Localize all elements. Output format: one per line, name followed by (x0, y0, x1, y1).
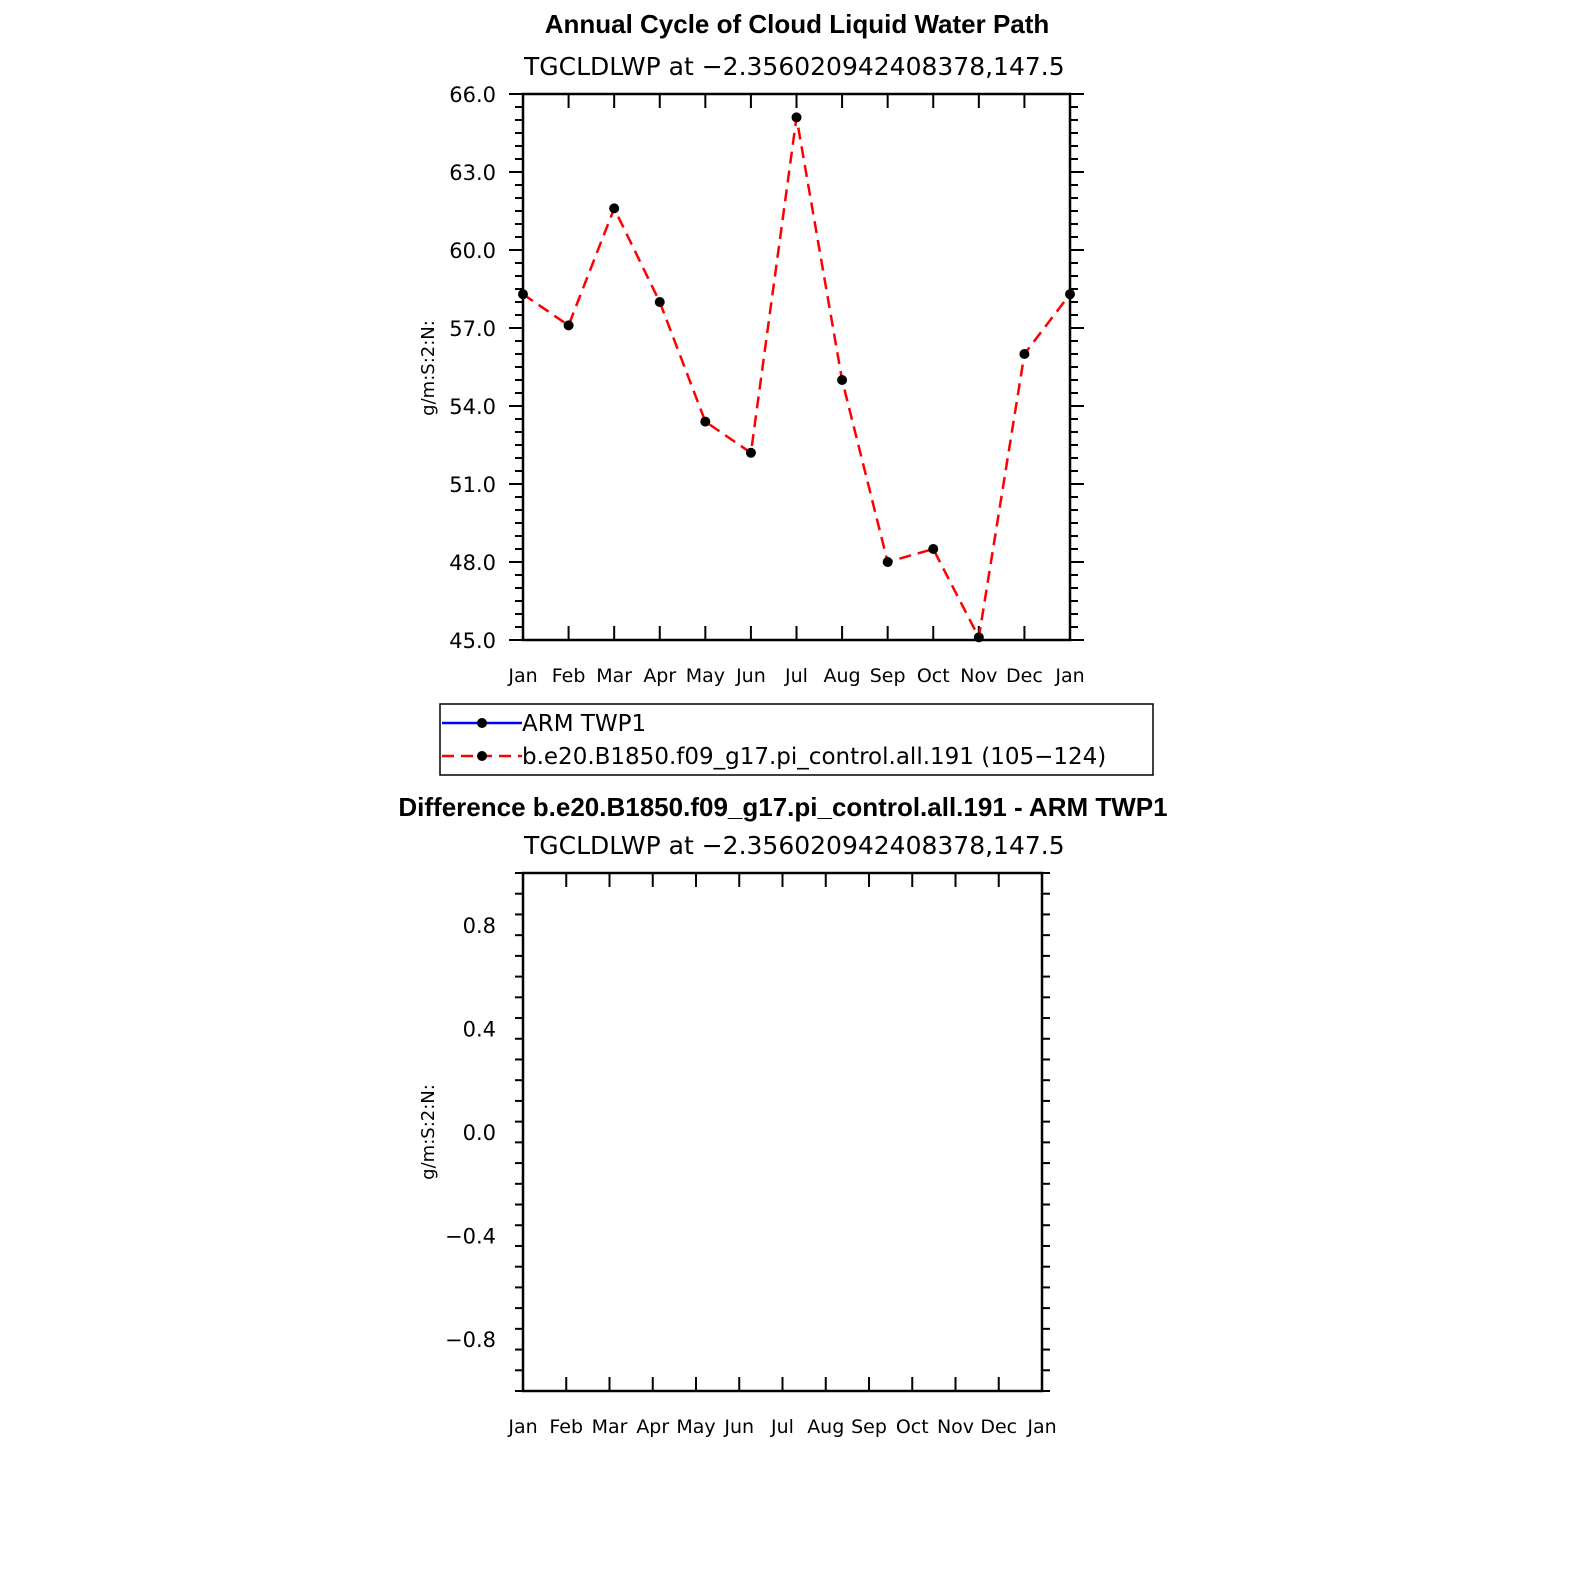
x-tick-label: Mar (596, 665, 633, 687)
data-point (746, 448, 756, 458)
chart1-plot (449, 83, 1084, 687)
y-tick-label: 48.0 (449, 551, 496, 575)
x-tick-label: Jun (724, 1416, 755, 1438)
y-tick-label: 54.0 (449, 395, 496, 419)
legend-marker-model (477, 751, 487, 761)
x-tick-label: Dec (1006, 665, 1043, 687)
y-tick-label: 60.0 (449, 239, 496, 263)
x-tick-label: Jun (736, 665, 766, 687)
x-tick-label: Sep (851, 1416, 887, 1438)
x-tick-label: Mar (591, 1416, 628, 1438)
y-tick-label: 51.0 (449, 473, 496, 497)
y-tick-label: 0.0 (462, 1121, 496, 1145)
y-tick-label: 0.8 (462, 913, 496, 938)
data-point (1019, 349, 1029, 359)
y-tick-label: 45.0 (449, 629, 496, 653)
y-tick-label: −0.8 (445, 1328, 496, 1353)
data-point (837, 375, 847, 385)
data-point (928, 544, 938, 554)
legend-label-arm: ARM TWP1 (522, 711, 647, 737)
x-tick-label: Nov (960, 665, 998, 687)
legend-marker-arm (477, 718, 487, 728)
chart2-plot (445, 873, 1057, 1438)
x-tick-label: Jul (771, 1416, 794, 1438)
data-point (792, 112, 802, 122)
data-point (700, 417, 710, 427)
x-tick-label: Sep (869, 665, 906, 687)
data-point (883, 557, 893, 567)
chart2-ylabel: g/m:S:2:N: (418, 1084, 439, 1180)
x-tick-label: Jan (508, 665, 538, 687)
data-point (609, 203, 619, 213)
data-point (655, 297, 665, 307)
x-tick-label: May (676, 1416, 716, 1438)
x-tick-label: Aug (807, 1416, 845, 1438)
y-tick-label: −0.4 (445, 1224, 496, 1249)
x-tick-label: Jan (508, 1416, 538, 1438)
data-point (564, 320, 574, 330)
chart2-subtitle: TGCLDLWP at −2.356020942408378,147.5 (524, 831, 1065, 860)
x-tick-label: Oct (916, 665, 950, 687)
legend (440, 704, 1153, 775)
x-tick-label: Feb (551, 665, 586, 687)
data-point (974, 632, 984, 642)
data-point (518, 289, 528, 299)
x-tick-label: Jan (1027, 1416, 1057, 1438)
chart1-subtitle: TGCLDLWP at −2.356020942408378,147.5 (524, 52, 1065, 81)
x-tick-label: Apr (643, 665, 677, 687)
x-tick-label: Jan (1055, 665, 1085, 687)
x-tick-label: Feb (549, 1416, 584, 1438)
x-tick-label: Oct (895, 1416, 929, 1438)
y-tick-label: 66.0 (449, 83, 496, 107)
x-tick-label: Apr (636, 1416, 670, 1438)
series-line-1 (523, 117, 1070, 637)
x-tick-label: Nov (936, 1416, 975, 1438)
y-tick-label: 63.0 (449, 161, 496, 185)
x-tick-label: Jul (785, 665, 808, 687)
chart1-ylabel: g/m:S:2:N: (418, 320, 439, 416)
x-tick-label: Aug (823, 665, 861, 687)
y-tick-label: 0.4 (462, 1017, 496, 1042)
legend-label-model: b.e20.B1850.f09_g17.pi_control.all.191 (105−124) (522, 744, 1107, 770)
x-tick-label: May (685, 665, 725, 687)
plot-frame (523, 94, 1070, 640)
x-tick-label: Dec (980, 1416, 1018, 1438)
chart2-title: Difference b.e20.B1850.f09_g17.pi_control.all.191 - ARM TWP1 (398, 792, 1168, 822)
plot-frame (523, 873, 1042, 1391)
data-point (1065, 289, 1075, 299)
y-tick-label: 57.0 (449, 317, 496, 341)
chart1-title: Annual Cycle of Cloud Liquid Water Path (544, 9, 1050, 39)
